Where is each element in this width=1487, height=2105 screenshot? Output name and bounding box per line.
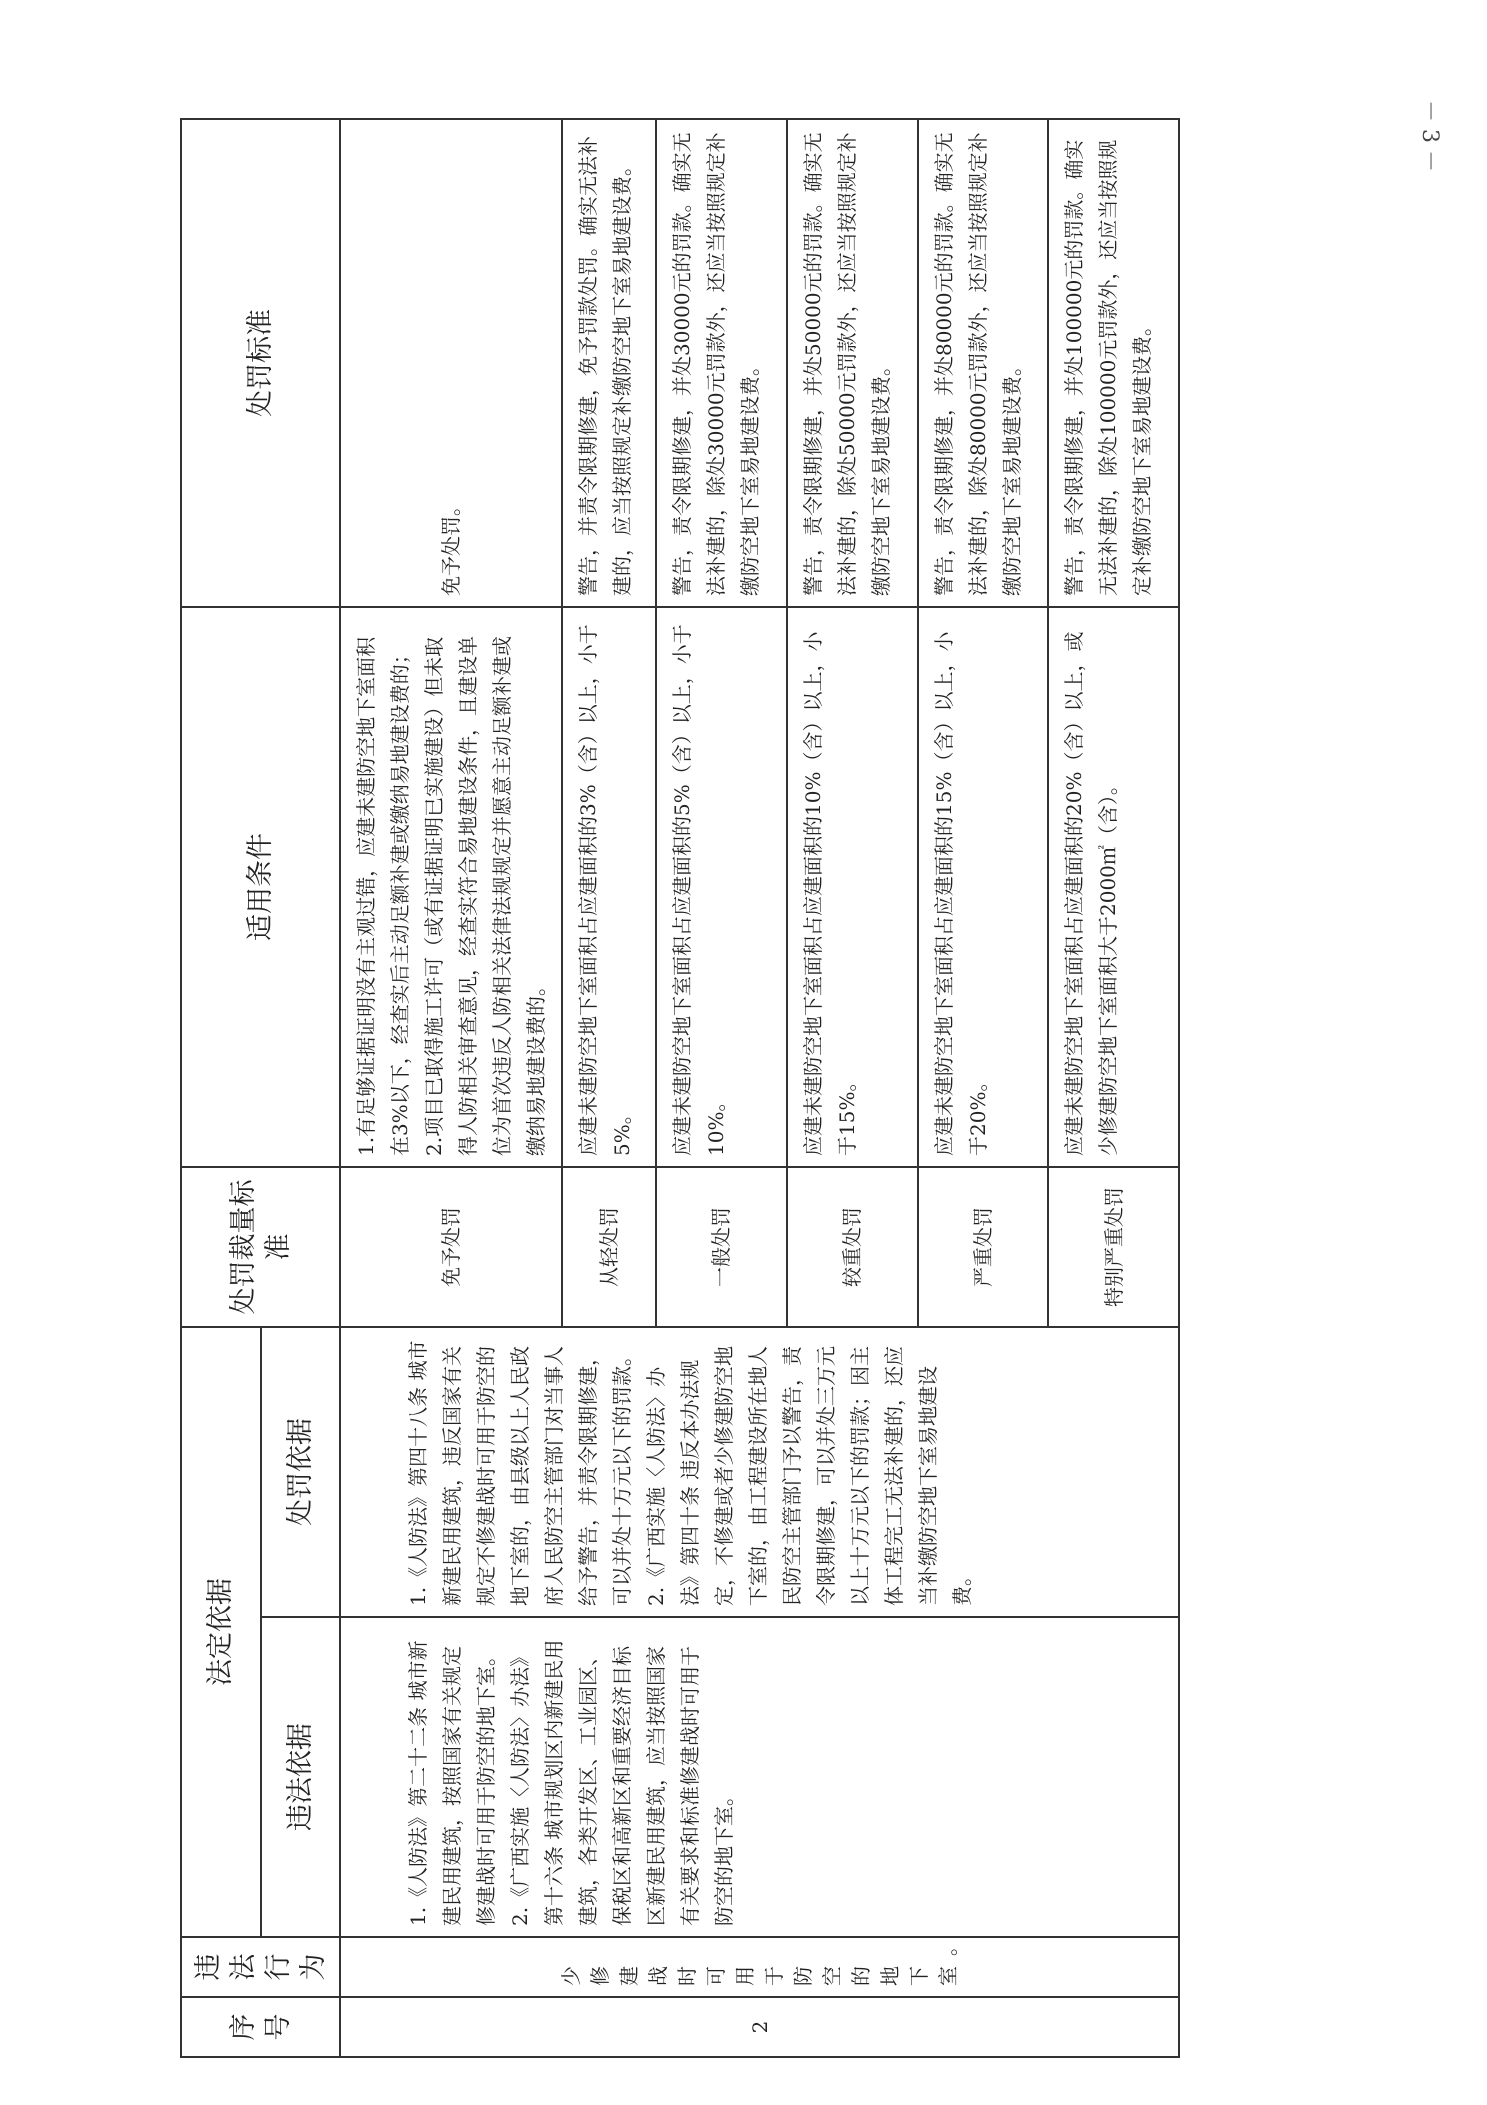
header-discretion: 处罚裁量标准 xyxy=(181,1167,340,1327)
tier-standard: 免予处罚。 xyxy=(340,119,562,607)
header-conditions: 适用条件 xyxy=(181,607,340,1167)
tier-standard: 警告，责令限期修建，并处100000元的罚款。确实无法补建的，除处100000元罚款外，还应当按照规定补缴防空地下室易地建设费。 xyxy=(1048,119,1179,607)
entry-violation-basis: 1.《人防法》第二十二条 城市新建民用建筑，按照国家有关规定修建战时可用于防空的地下室。 2.《广西实施〈人防法〉办法》第十六条 城市规划区内新建民用建筑，各类开发区、工业园区、保税区和高新区和重要经济目标区新建民用建筑，应当按照国家有关要求和标准修建战时可用于防空的地下室。 xyxy=(340,1617,1179,1937)
tier-level: 免予处罚 xyxy=(340,1167,562,1327)
tier-standard: 警告，责令限期修建，并处30000元的罚款。确实无法补建的，除处30000元罚款外，还应当按照规定补缴防空地下室易地建设费。 xyxy=(656,119,787,607)
rotated-table-container xyxy=(180,120,1180,2058)
header-penalty-basis: 处罚依据 xyxy=(261,1327,341,1617)
penalty-standard-table xyxy=(180,118,1180,2058)
tier-standard: 警告，责令限期修建，并处80000元的罚款。确实无法补建的，除处80000元罚款外，还应当按照规定补缴防空地下室易地建设费。 xyxy=(918,119,1049,607)
tier-condition: 应建未建防空地下室面积占应建面积的3%（含）以上，小于5%。 xyxy=(562,607,656,1167)
tier-condition: 应建未建防空地下室面积占应建面积的10%（含）以上，小于15%。 xyxy=(787,607,918,1167)
tier-standard: 警告，并责令限期修建，免予罚款处罚。确实无法补建的，应当按照规定补缴防空地下室易地建设费。 xyxy=(562,119,656,607)
tier-level: 较重处罚 xyxy=(787,1167,918,1327)
tier-level: 特别严重处罚 xyxy=(1048,1167,1179,1327)
entry-violation-act: 少修建战时可用于防空的地下室。 xyxy=(340,1937,1179,1997)
tier-condition: 1.有足够证据证明没有主观过错，应建未建防空地下室面积在3%以下，经查实后主动足额补建或缴纳易地建设费的； 2.项目已取得施工许可（或有证据证明已实施建设）但未取得人防相关审查意见，经查实符合易地建设条件，且建设单位为首次违反人防相关法律法规规定并愿意主动足额补建或缴纳易地建设费的。 xyxy=(340,607,562,1167)
table-row xyxy=(340,119,562,2057)
tier-condition: 应建未建防空地下室面积占应建面积的15%（含）以上，小于20%。 xyxy=(918,607,1049,1167)
tier-condition: 应建未建防空地下室面积占应建面积的20%（含）以上，或少修建防空地下室面积大于2000㎡（含）。 xyxy=(1048,607,1179,1167)
header-legal-basis: 法定依据 xyxy=(181,1327,261,1937)
header-standard: 处罚标准 xyxy=(181,119,340,607)
tier-level: 严重处罚 xyxy=(918,1167,1049,1327)
header-seq: 序号 xyxy=(181,1997,340,2057)
header-violation-act: 违法 行为 xyxy=(181,1937,340,1997)
page-number: － 3 － xyxy=(1417,100,1442,172)
tier-standard: 警告，责令限期修建，并处50000元的罚款。确实无法补建的，除处50000元罚款外，还应当按照规定补缴防空地下室易地建设费。 xyxy=(787,119,918,607)
entry-seq: 2 xyxy=(340,1997,1179,2057)
tier-level: 从轻处罚 xyxy=(562,1167,656,1327)
tier-condition: 应建未建防空地下室面积占应建面积的5%（含）以上，小于10%。 xyxy=(656,607,787,1167)
header-violation-basis: 违法依据 xyxy=(261,1617,341,1937)
tier-level: 一般处罚 xyxy=(656,1167,787,1327)
entry-penalty-basis: 1.《人防法》第四十八条 城市新建民用建筑，违反国家有关规定不修建战时可用于防空的地下室的，由县级以上人民政府人民防空主管部门对当事人给予警告，并责令限期修建，可以并处十万元以下的罚款。 2.《广西实施〈人防法〉办法》第四十条 违反本办法规定，不修建或者少修建防空地下室的，由工程建设所在地人民防空主管部门予以警告，责令限期修建，可以并处三万元以上十万元以下的罚款；因主体工程完工无法补建的，还应当补缴防空地下室易地建设费。 xyxy=(340,1327,1179,1617)
